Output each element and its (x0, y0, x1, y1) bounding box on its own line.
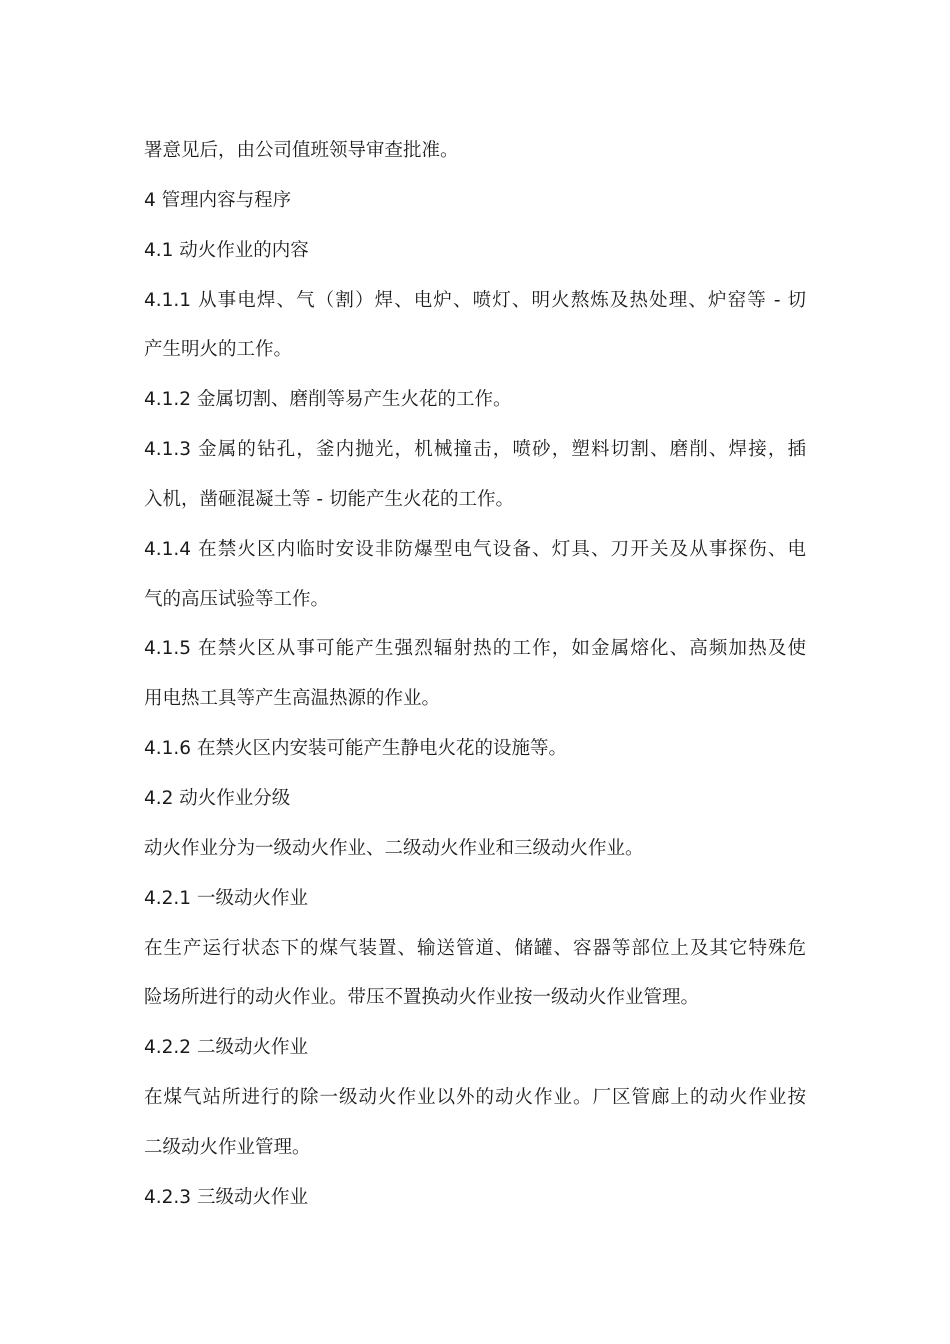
text-line: 险场所进行的动火作业。带压不置换动火作业按一级动火作业管理。 (144, 987, 700, 1009)
text-line: 在生产运行状态下的煤气装置、输送管道、储罐、容器等部位上及其它特殊危 (144, 937, 806, 959)
section-heading: 4 管理内容与程序 (144, 189, 292, 211)
text-line: 用电热工具等产生高温热源的作业。 (144, 688, 441, 710)
section-heading: 4.2 动火作业分级 (144, 787, 291, 809)
section-heading: 4.1 动火作业的内容 (144, 239, 309, 261)
text-line: 4.1.3 金属的钻孔，釜内抛光，机械撞击，喷砂，塑料切割、磨削、焊接，插 (144, 439, 806, 461)
text-line: 4.1.6 在禁火区内安装可能产生静电火花的设施等。 (144, 738, 567, 760)
document-body (144, 131, 806, 1228)
section-heading: 4.2.1 一级动火作业 (144, 887, 308, 909)
section-heading: 4.2.3 三级动火作业 (144, 1186, 308, 1208)
text-line: 署意见后，由公司值班领导审查批准。 (144, 140, 459, 161)
text-line: 4.1.5 在禁火区从事可能产生强烈辐射热的工作，如金属熔化、高频加热及使 (144, 638, 806, 660)
section-heading: 4.2.2 二级动火作业 (144, 1037, 308, 1059)
text-line: 动火作业分为一级动火作业、二级动火作业和三级动火作业。 (144, 837, 644, 859)
text-line: 4.1.2 金属切割、磨削等易产生火花的工作。 (144, 389, 512, 411)
text-line: 在煤气站所进行的除一级动火作业以外的动火作业。厂区管廊上的动火作业按 (144, 1087, 806, 1109)
text-line: 4.1.1 从事电焊、气（割）焊、电炉、喷灯、明火熬炼及热处理、炉窑等 - 切 (144, 289, 806, 311)
text-line: 气的高压试验等工作。 (144, 588, 330, 610)
text-line: 入机，凿砸混凝土等 - 切能产生火花的工作。 (144, 488, 514, 510)
text-line: 二级动火作业管理。 (144, 1136, 311, 1158)
text-line: 4.1.4 在禁火区内临时安设非防爆型电气设备、灯具、刀开关及从事探伤、电 (144, 538, 806, 560)
text-line: 产生明火的工作。 (144, 339, 293, 361)
